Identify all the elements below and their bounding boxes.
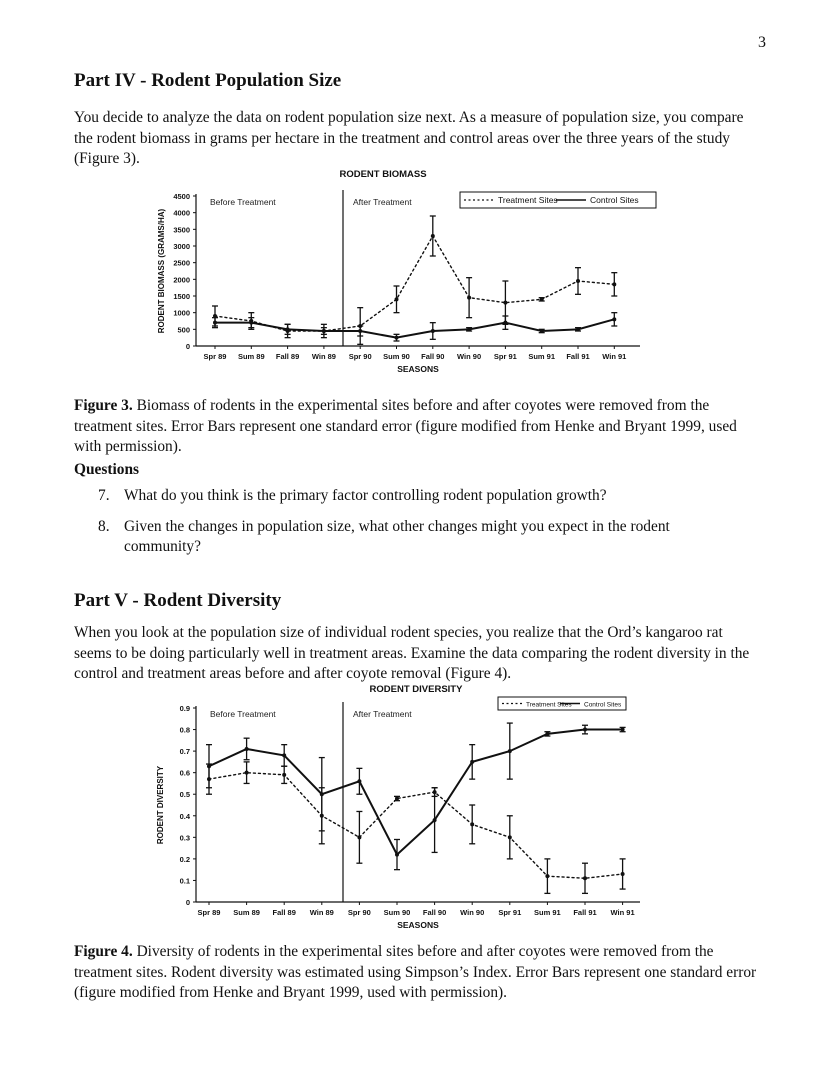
page-number: 3 [758, 34, 766, 51]
treatment-series-line [209, 773, 623, 879]
x-tick-label: Sum 91 [534, 908, 561, 917]
part5-paragraph: When you look at the population size of individual rodent species, you realize that the Ord’s kangaroo rat seems to be doing particularly well in treatment areas. Examine the data comparing the rodent diversity in the control and treatment areas before and after coyote removal (Figure 4). [74, 624, 750, 682]
x-tick-label: Sum 90 [383, 908, 411, 917]
data-point [467, 296, 471, 300]
y-axis-title: RODENT BIOMASS (GRAMS/HA) [157, 208, 166, 334]
data-point [621, 728, 625, 732]
y-tick-label: 0.6 [179, 768, 190, 778]
figure3-label: Figure 3. [74, 397, 133, 414]
data-point [621, 872, 625, 876]
data-point [508, 835, 512, 839]
y-tick-label: 4500 [173, 192, 190, 201]
data-point [245, 771, 249, 775]
data-point [395, 336, 399, 340]
data-point [282, 773, 286, 777]
question-number: 7. [98, 487, 110, 504]
figure3-caption-text: Biomass of rodents in the experimental sites before and after coyotes were removed from the treatment sites. Error Bars represent one standard error (figure modified from Henke and Bryant 1999, used with permission). [74, 397, 737, 455]
rodent-biomass-chart [0, 166, 832, 386]
x-tick-label: Spr 90 [348, 352, 372, 361]
chart-title: RODENT BIOMASS [339, 169, 427, 180]
x-tick-label: Sum 90 [383, 352, 410, 361]
x-tick-label: Fall 89 [275, 352, 300, 361]
x-tick-label: Fall 89 [272, 908, 296, 917]
data-point [320, 792, 324, 796]
data-point [358, 329, 362, 333]
y-tick-label: 500 [177, 325, 190, 335]
data-point [583, 876, 587, 880]
questions-list [98, 486, 738, 568]
y-tick-label: 2500 [173, 258, 190, 268]
data-point [467, 327, 471, 331]
y-tick-label: 0.8 [179, 725, 190, 735]
x-tick-label: Win 90 [457, 352, 482, 361]
x-tick-label: Fall 91 [566, 352, 590, 361]
figure4-label: Figure 4. [74, 943, 133, 960]
before-treatment-label: Before Treatment [210, 709, 276, 719]
data-point [612, 282, 616, 286]
part4-paragraph: You decide to analyze the data on rodent population size next. As a measure of population size, you compare the rodent biomass in grams per hectare in the treatment and control areas over the three years of the study (Figure 3). [74, 109, 744, 167]
x-tick-label: Win 91 [610, 908, 635, 917]
data-point [431, 234, 435, 238]
data-point [207, 764, 211, 768]
x-axis-title: SEASONS [397, 364, 439, 374]
control-series-line [209, 730, 623, 855]
legend-treatment-label: Treatment Sites [526, 701, 572, 709]
question-number: 8. [98, 517, 110, 535]
part5-heading: Part V - Rodent Diversity [74, 590, 282, 611]
legend-treatment-label: Treatment Sites [498, 195, 558, 205]
data-point [545, 874, 549, 878]
y-tick-label: 0.1 [179, 876, 190, 886]
after-treatment-label: After Treatment [353, 197, 412, 207]
x-tick-label: Spr 89 [197, 908, 221, 917]
y-tick-label: 0.5 [179, 790, 190, 800]
treatment-series-line [215, 236, 614, 331]
y-tick-label: 3000 [173, 242, 190, 251]
data-point [508, 749, 512, 753]
data-point [322, 329, 326, 333]
legend-control-label: Control Sites [590, 195, 639, 205]
question-text: Given the changes in population size, what other changes might you expect in the rodent community? [124, 517, 670, 555]
x-tick-label: Win 89 [311, 352, 336, 361]
figure3-caption [74, 396, 764, 458]
data-point [503, 301, 507, 305]
data-point [395, 797, 399, 801]
data-point [286, 327, 290, 331]
x-tick-label: Sum 89 [237, 352, 265, 361]
y-tick-label: 0 [185, 898, 190, 907]
x-tick-label: Sum 89 [233, 908, 260, 917]
y-tick-label: 0 [185, 342, 190, 351]
x-axis-title: SEASONS [397, 920, 439, 930]
data-point [583, 728, 587, 732]
data-point [470, 760, 474, 764]
data-point [576, 327, 580, 331]
figure4-caption-text: Diversity of rodents in the experimental sites before and after coyotes were removed from the treatment sites. Rodent diversity was estimated using Simpson’s Index. Error Bars represent one standard error (figure modified from Henke and Bryant 1999, used with permission). [74, 943, 757, 1001]
rodent-diversity-chart [0, 680, 832, 938]
question-item [98, 486, 738, 507]
data-point [245, 747, 249, 751]
y-tick-label: 0.9 [179, 704, 190, 713]
x-tick-label: Spr 90 [347, 908, 371, 917]
y-tick-label: 3500 [173, 225, 190, 235]
y-tick-label: 0.2 [179, 854, 190, 864]
x-tick-label: Sum 91 [528, 352, 556, 361]
y-tick-label: 0.3 [179, 833, 190, 843]
question-text: What do you think is the primary factor controlling rodent population growth? [124, 487, 607, 504]
x-tick-label: Spr 91 [498, 908, 522, 917]
data-point [503, 321, 507, 325]
x-tick-label: Fall 91 [573, 908, 597, 917]
chart-title: RODENT DIVERSITY [369, 684, 463, 695]
question-item [98, 517, 738, 558]
after-treatment-label: After Treatment [353, 709, 412, 719]
data-point [576, 279, 580, 283]
x-tick-label: Spr 91 [493, 352, 517, 361]
data-point [612, 317, 616, 321]
data-point [433, 818, 437, 822]
legend-control-label: Control Sites [584, 701, 622, 709]
data-point [282, 753, 286, 757]
x-tick-label: Win 91 [602, 352, 627, 361]
questions-title: Questions [74, 461, 139, 478]
y-axis-title: RODENT DIVERSITY [156, 765, 165, 845]
data-point [395, 853, 399, 857]
y-tick-label: 0.4 [179, 811, 190, 821]
data-point [249, 321, 253, 325]
x-tick-label: Fall 90 [422, 908, 447, 917]
data-point [213, 321, 217, 325]
x-tick-label: Win 90 [460, 908, 485, 917]
y-tick-label: 0.7 [179, 747, 190, 757]
figure4-caption [74, 942, 764, 1004]
before-treatment-label: Before Treatment [210, 197, 276, 207]
data-point [395, 297, 399, 301]
data-point [357, 835, 361, 839]
y-tick-label: 4000 [173, 208, 190, 218]
y-tick-label: 2000 [173, 275, 190, 285]
y-tick-label: 1500 [173, 292, 190, 301]
x-tick-label: Spr 89 [203, 352, 227, 361]
data-point [357, 779, 361, 783]
x-tick-label: Fall 90 [421, 352, 445, 361]
data-point [540, 297, 544, 301]
control-series-line [215, 319, 614, 337]
x-tick-label: Win 89 [309, 908, 334, 917]
part4-heading: Part IV - Rodent Population Size [74, 70, 342, 91]
data-point [545, 732, 549, 736]
data-point [540, 329, 544, 333]
y-tick-label: 1000 [173, 308, 190, 318]
data-point [470, 822, 474, 826]
data-point [431, 329, 435, 333]
